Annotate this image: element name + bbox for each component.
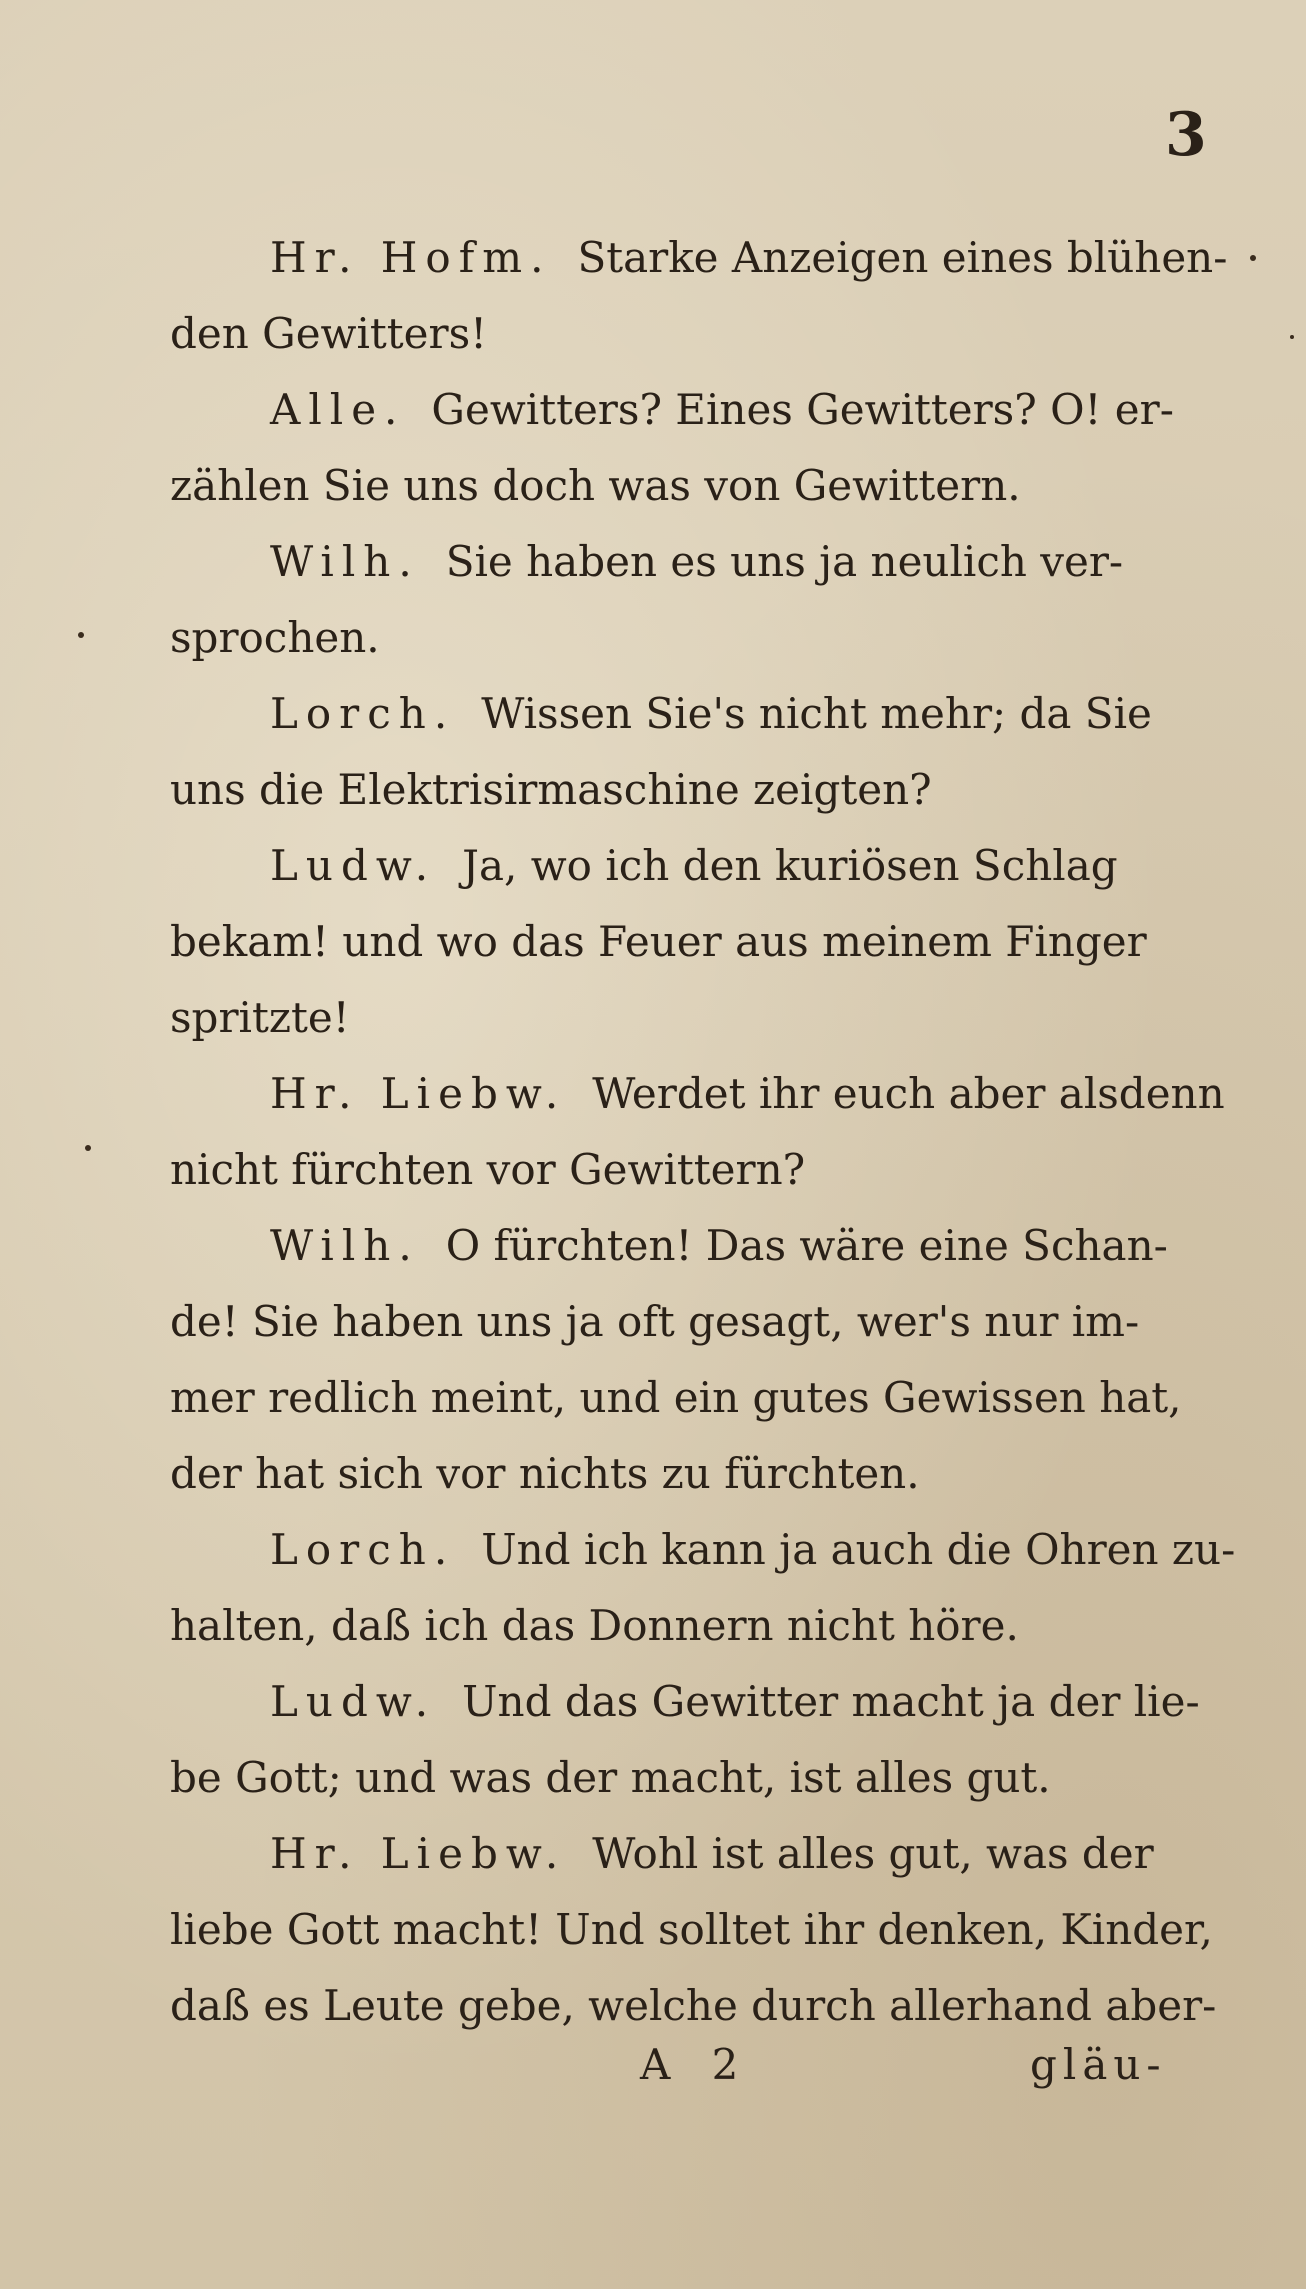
text-line <box>170 1284 1210 1360</box>
line-text: O fürchten! Das wäre eine Schan- <box>445 1221 1168 1270</box>
line-text: Wissen Sie's nicht mehr; da Sie <box>481 689 1152 738</box>
line-text: mer redlich meint, und ein gutes Gewissen hat, <box>170 1373 1182 1422</box>
line-text: sprochen. <box>170 613 380 662</box>
paper-speck <box>85 1145 91 1151</box>
line-text: uns die Elektrisirmaschine zeigten? <box>170 765 932 814</box>
line-text: Und das Gewitter macht ja der lie- <box>462 1677 1200 1726</box>
line-text: Ja, wo ich den kuriösen Schlag <box>462 841 1118 890</box>
text-line <box>170 828 1210 904</box>
line-text: Gewitters? Eines Gewitters? O! er- <box>431 385 1174 434</box>
line-text: zählen Sie uns doch was von Gewittern. <box>170 461 1021 510</box>
text-line <box>170 1968 1217 2044</box>
speaker-name: Wilh. <box>270 537 420 586</box>
text-line <box>170 448 1210 524</box>
speaker-name: Lorch. <box>270 1525 456 1574</box>
text-line <box>170 1816 1210 1892</box>
text-line <box>170 1436 1210 1512</box>
text-line <box>170 1208 1210 1284</box>
speaker-name: Wilh. <box>270 1221 420 1270</box>
text-line <box>170 220 1228 296</box>
speaker-name: Hr. Hofm. <box>270 233 552 282</box>
text-line <box>170 980 1210 1056</box>
text-line <box>170 752 1210 828</box>
paper-speck <box>78 632 84 638</box>
text-line <box>170 1056 1225 1132</box>
line-text: Und ich kann ja auch die Ohren zu- <box>481 1525 1236 1574</box>
speaker-name: Ludw. <box>270 1677 437 1726</box>
paper-speck <box>1250 255 1256 261</box>
line-text: Sie haben es uns ja neulich ver- <box>445 537 1124 586</box>
text-line <box>170 1132 1210 1208</box>
text-line <box>170 600 1210 676</box>
text-line <box>170 524 1210 600</box>
speaker-name: Lorch. <box>270 689 456 738</box>
line-text: halten, daß ich das Donnern nicht höre. <box>170 1601 1019 1650</box>
line-text: Starke Anzeigen eines blühen- <box>577 233 1228 282</box>
line-text: den Gewitters! <box>170 309 488 358</box>
page-footer <box>0 2040 1306 2110</box>
line-text: Werdet ihr euch aber alsdenn <box>592 1069 1225 1118</box>
text-line <box>170 676 1210 752</box>
text-line <box>170 904 1210 980</box>
signature-mark: A 2 <box>640 2040 753 2089</box>
text-line <box>170 1512 1236 1588</box>
text-line <box>170 1740 1210 1816</box>
line-text: daß es Leute gebe, welche durch allerhand aber- <box>170 1981 1217 2030</box>
line-text: liebe Gott macht! Und solltet ihr denken, Kinder, <box>170 1905 1213 1954</box>
line-text: be Gott; und was der macht, ist alles gut. <box>170 1753 1051 1802</box>
text-line <box>170 1664 1210 1740</box>
catchword: gläu- <box>1030 2040 1167 2089</box>
line-text: nicht fürchten vor Gewittern? <box>170 1145 806 1194</box>
line-text: der hat sich vor nichts zu fürchten. <box>170 1449 920 1498</box>
text-line <box>170 1588 1210 1664</box>
text-line <box>170 1892 1213 1968</box>
body-text <box>170 220 1236 2044</box>
text-line <box>170 1360 1210 1436</box>
speaker-name: Hr. Liebw. <box>270 1069 567 1118</box>
text-line <box>170 372 1210 448</box>
page-number: 3 <box>1165 100 1208 170</box>
paper-speck <box>1290 335 1294 339</box>
speaker-name: Hr. Liebw. <box>270 1829 567 1878</box>
speaker-name: Ludw. <box>270 841 437 890</box>
line-text: de! Sie haben uns ja oft gesagt, wer's nur im- <box>170 1297 1140 1346</box>
line-text: spritzte! <box>170 993 350 1042</box>
speaker-name: Alle. <box>270 385 406 434</box>
line-text: Wohl ist alles gut, was der <box>592 1829 1154 1878</box>
text-line <box>170 296 1210 372</box>
line-text: bekam! und wo das Feuer aus meinem Finger <box>170 917 1147 966</box>
